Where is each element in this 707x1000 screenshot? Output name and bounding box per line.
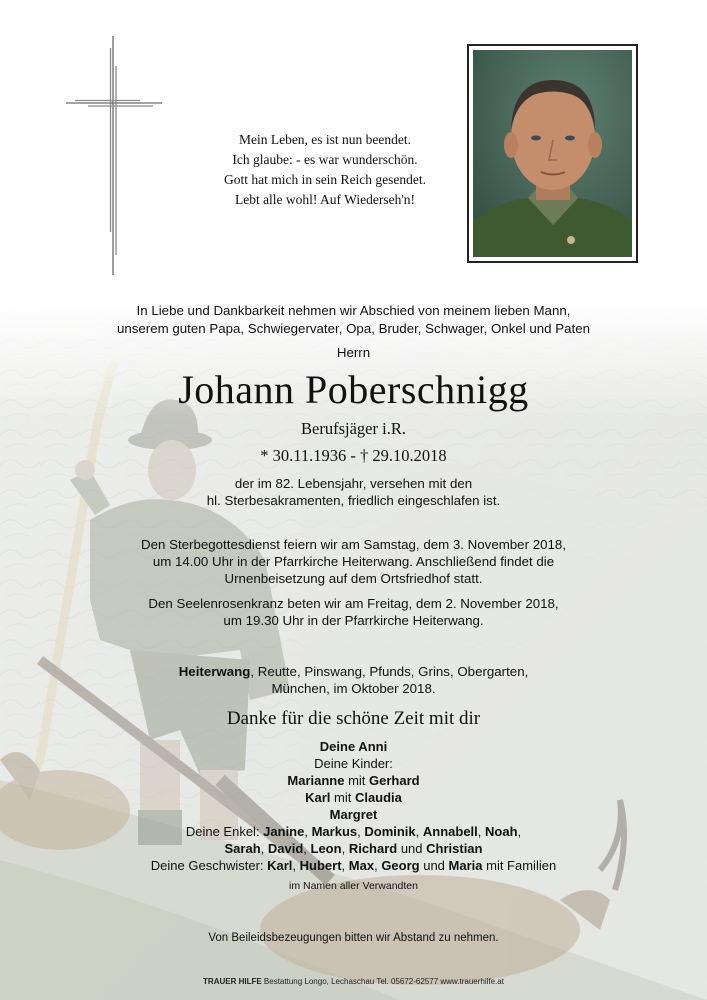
child-name: Margret [329, 807, 378, 822]
service-line-1: Den Sterbegottesdienst feiern wir am Samstag, dem 3. November 2018, [141, 537, 566, 552]
child-name: Marianne [287, 773, 345, 788]
deceased-name: Johann Poberschnigg [178, 367, 529, 412]
life-dates: * 30.11.1936 - † 29.10.2018 [260, 446, 447, 465]
salutation: Herrn [336, 345, 371, 360]
grandchild-name: Annabell [422, 824, 478, 839]
places-rest: , Reutte, Pinswang, Pfunds, Grins, Obergarten, [250, 664, 529, 679]
grandchild-name: David [267, 841, 304, 856]
grandchild-name: Noah [485, 824, 518, 839]
grandchild-name: Christian [426, 841, 483, 856]
siblings-line: Deine Geschwister: Karl, Hubert, Max, Georg und Maria mit Familien [150, 858, 557, 873]
service-line-3: Urnenbeisetzung auf dem Ortsfriedhof statt. [224, 571, 483, 586]
passing-line-1: der im 82. Lebensjahr, versehen mit den [234, 476, 473, 491]
service-line-2: um 14.00 Uhr in der Pfarrkirche Heiterwang. Anschließend findet die [152, 554, 555, 569]
sibling-name: Max [348, 858, 375, 873]
poem-line: Mein Leben, es ist nun beendet. [238, 132, 412, 147]
grandchildren-line-2: Sarah, David, Leon, Richard und Christian [224, 841, 483, 856]
funeral-home-footer [0, 977, 707, 986]
grandchild-name: Sarah [224, 841, 261, 856]
siblings-label: Deine Geschwister: [150, 858, 268, 873]
poem [200, 130, 450, 210]
joiner: mit [344, 773, 370, 788]
poem-line: Gott hat mich in sein Reich gesendet. [223, 172, 427, 187]
funeral-home-brand: TRAUER HILFE [203, 977, 262, 986]
wife: Deine Anni [319, 739, 388, 754]
portrait-image [473, 50, 632, 257]
child-row [0, 789, 707, 807]
poem-line: Ich glaube: - es war wunderschön. [232, 152, 418, 167]
grandchild-name: Leon [310, 841, 342, 856]
sibling-name: Maria [448, 858, 483, 873]
thanks-heading: Danke für die schöne Zeit mit dir [226, 708, 481, 729]
child-name: Karl [305, 790, 331, 805]
joiner: und [419, 858, 449, 873]
children-label: Deine Kinder: [314, 756, 393, 771]
rosary-line-1: Den Seelenrosenkranz beten wir am Freitag, dem 2. November 2018, [148, 596, 559, 611]
deceased-title: Berufsjäger i.R. [301, 419, 406, 438]
place-primary: Heiterwang [178, 664, 251, 679]
places-line-2: München, im Oktober 2018. [271, 681, 436, 696]
rosary-line-2: um 19.30 Uhr in der Pfarrkirche Heiterwang. [223, 613, 484, 628]
joiner: und [397, 841, 427, 856]
grandchildren-label: Deine Enkel: [185, 824, 264, 839]
condolence-note: Von Beileidsbezeugungen bitten wir Abstand zu nehmen. [208, 932, 499, 944]
sibling-name: Hubert [299, 858, 342, 873]
partner-name: Gerhard [369, 773, 420, 788]
intro-line-2: unserem guten Papa, Schwiegervater, Opa, Bruder, Schwager, Onkel und Paten [116, 321, 591, 336]
grandchildren-line-1: Deine Enkel: Janine, Markus, Dominik, Annabell, Noah, [185, 824, 522, 839]
passing-line-2: hl. Sterbesakramenten, friedlich eingeschlafen ist. [206, 493, 501, 508]
grandchild-name: Janine [263, 824, 305, 839]
funeral-home-details: Bestattung Longo, Lechaschau Tel. 05672-62577 www.trauerhilfe.at [261, 977, 504, 986]
relatives-note: im Namen aller Verwandten [289, 880, 418, 892]
sibling-name: Karl [267, 858, 293, 873]
child-row [0, 806, 707, 824]
siblings-suffix: mit Familien [482, 858, 557, 873]
intro-line-1: In Liebe und Dankbarkeit nehmen wir Abschied von meinem lieben Mann, [136, 303, 571, 318]
portrait-photo [467, 44, 638, 263]
grandchild-name: Richard [348, 841, 398, 856]
partner-name: Claudia [354, 790, 402, 805]
poem-line: Lebt alle wohl! Auf Wiederseh'n! [234, 192, 416, 207]
grandchild-name: Dominik [364, 824, 416, 839]
cross-icon [60, 30, 170, 280]
places-line-1 [0, 663, 707, 681]
grandchild-name: Markus [311, 824, 358, 839]
sibling-name: Georg [381, 858, 420, 873]
joiner: mit [330, 790, 355, 805]
child-row [0, 772, 707, 790]
